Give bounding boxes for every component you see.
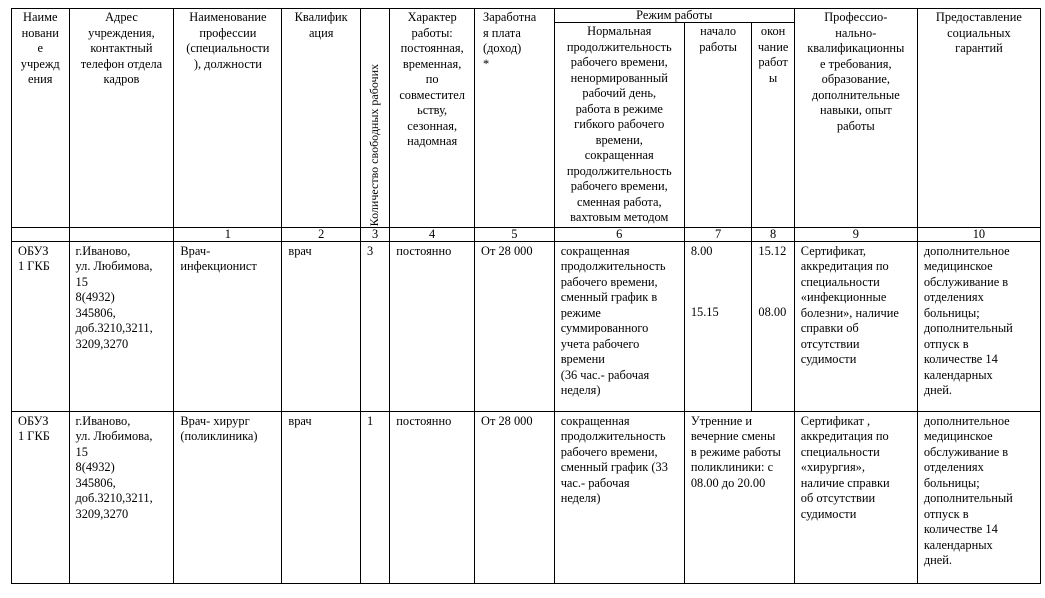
cell-work-mode: сокращенная продолжительность рабочего времени, сменный график (33 час.- рабочая неделя): [554, 411, 684, 583]
col-number: 5: [475, 227, 555, 241]
cell-salary: От 28 000: [475, 411, 555, 583]
header-qualification: Квалифик ация: [282, 9, 361, 228]
col-number: 3: [361, 227, 390, 241]
cell-institution: ОБУЗ 1 ГКБ: [12, 241, 70, 411]
col-number: 7: [684, 227, 752, 241]
cell-profession: Врач- хирург (поликлиника): [174, 411, 282, 583]
end-time-2: 08.00: [758, 304, 787, 319]
cell-salary: От 28 000: [475, 241, 555, 411]
header-work-character: Характер работы: постоянная, временная, по совместител ьству, сезонная, надомная: [390, 9, 475, 228]
table-row: [12, 241, 1041, 411]
cell-vacancies: 1: [361, 411, 390, 583]
cell-work-mode: сокращенная продолжительность рабочего времени, сменный график в режиме суммированного учета рабочего времени (36 час.- рабочая неделя): [554, 241, 684, 411]
table-row: [12, 411, 1041, 583]
cell-requirements: Сертификат , аккредитация по специальности «хирургия», наличие справки об отсутствии судимости: [794, 411, 917, 583]
cell-vacancies: 3: [361, 241, 390, 411]
header-requirements: Профессио- нально- квалификационны е требования, образование, дополнительные навыки, опыт работы: [794, 9, 917, 228]
header-row-top: [12, 9, 1041, 23]
cell-institution: ОБУЗ 1 ГКБ: [12, 411, 70, 583]
header-work-mode: Режим работы: [554, 9, 794, 23]
cell-profession: Врач- инфекционист: [174, 241, 282, 411]
start-time-1: 8.00: [690, 243, 713, 258]
col-number: [69, 227, 174, 241]
cell-guarantees: дополнительное медицинское обслуживание в отделениях больницы; дополнительный отпуск в количестве 14 календарных дней.: [917, 411, 1040, 583]
header-vacancies-label: Количество свободных рабочих: [367, 64, 382, 227]
header-salary: Заработна я плата (доход) *: [475, 9, 555, 228]
col-number: 2: [282, 227, 361, 241]
col-number: 4: [390, 227, 475, 241]
col-number: 9: [794, 227, 917, 241]
cell-guarantees: дополнительное медицинское обслуживание в отделениях больницы; дополнительный отпуск в количестве 14 календарных дней.: [917, 241, 1040, 411]
start-time-2: 15.15: [690, 304, 719, 319]
end-time-1: 15.12: [758, 243, 787, 258]
col-number: 6: [554, 227, 684, 241]
header-end: окон чание работ ы: [752, 23, 794, 228]
header-guarantees: Предоставление социальных гарантий: [917, 9, 1040, 228]
col-number: [12, 227, 70, 241]
cell-end: [752, 241, 794, 411]
cell-address: г.Иваново, ул. Любимова, 15 8(4932) 345806, доб.3210,3211, 3209,3270: [69, 411, 174, 583]
header-vacancies: [361, 9, 390, 228]
header-start: начало работы: [684, 23, 752, 228]
cell-qualification: врач: [282, 411, 361, 583]
header-institution: Наиме новани е учрежд ения: [12, 9, 70, 228]
header-mode-type: Нормальная продолжительность рабочего времени, ненормированный рабочий день, работа в режиме гибкого рабочего времени, сокращенная продолжительность рабочего времени, сменная работа, вахтовым методом: [554, 23, 684, 228]
vacancy-table: [11, 8, 1041, 584]
cell-work-character: постоянно: [390, 411, 475, 583]
col-number: 1: [174, 227, 282, 241]
cell-requirements: Сертификат, аккредитация по специальности «инфекционные болезни», наличие справки об отсутствии судимости: [794, 241, 917, 411]
cell-work-character: постоянно: [390, 241, 475, 411]
cell-hours: Утренние и вечерние смены в режиме работы поликлиники: с 08.00 до 20.00: [684, 411, 794, 583]
cell-address: г.Иваново, ул. Любимова, 15 8(4932) 345806, доб.3210,3211, 3209,3270: [69, 241, 174, 411]
col-number: 10: [917, 227, 1040, 241]
cell-qualification: врач: [282, 241, 361, 411]
column-numbers-row: [12, 227, 1041, 241]
col-number: 8: [752, 227, 794, 241]
cell-start: [684, 241, 752, 411]
header-profession: Наименование профессии (специальности ), должности: [174, 9, 282, 228]
header-address: Адрес учреждения, контактный телефон отдела кадров: [69, 9, 174, 228]
